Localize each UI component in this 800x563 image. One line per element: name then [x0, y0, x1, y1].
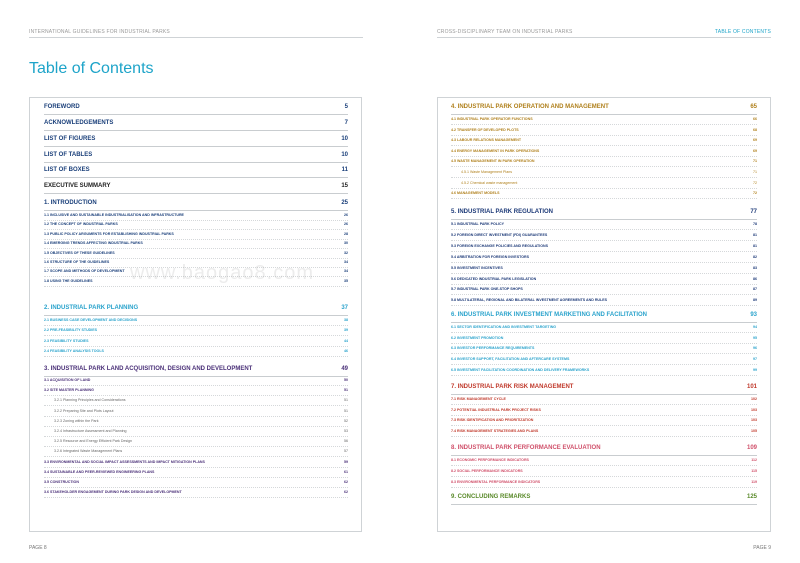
toc-entry[interactable] [44, 328, 348, 332]
toc-entry-label: 2.3 FEASIBILITY STUDIES [44, 338, 89, 343]
toc-entry-label: LIST OF TABLES [44, 152, 93, 158]
toc-section-3[interactable] [44, 366, 348, 372]
toc-entry[interactable] [44, 429, 348, 433]
toc-entry-page: 28 [344, 231, 348, 236]
toc-entry-page: 11 [341, 167, 348, 173]
toc-divider [451, 353, 757, 354]
toc-entry[interactable] [451, 287, 757, 291]
toc-entry-page: 82 [753, 254, 757, 259]
toc-divider [451, 504, 757, 505]
toc-entry-label: FOREWORD [44, 104, 80, 110]
toc-entry-label: 3.2.1 Planning Principles and Considerations [54, 398, 126, 403]
toc-entry[interactable] [451, 336, 757, 340]
toc-entry-label: 3.2.4 Infrastructure Assessment and Planning [54, 429, 127, 433]
toc-divider [44, 477, 348, 478]
toc-entry-label: 6.5 INVESTMENT FACILITATION COORDINATION AND DELIVERY FRAMEWORKS [451, 367, 590, 372]
toc-entry-page: 119 [751, 479, 757, 484]
toc-entry[interactable] [451, 244, 757, 248]
toc-divider [44, 248, 348, 249]
toc-entry-page: 59 [344, 459, 348, 464]
toc-entry-label: 3.2.2 Preparing Site and Plots Layout [54, 408, 114, 413]
toc-entry[interactable] [44, 449, 348, 453]
toc-entry[interactable] [44, 409, 348, 413]
toc-entry[interactable] [44, 378, 348, 382]
toc-entry-page: 56 [344, 439, 348, 444]
toc-entry-label: 2.1 BUSINESS CASE DEVELOPMENT AND DECISIONS [44, 318, 138, 322]
toc-entry-label: 3.1 ACQUISITION OF LAND [44, 378, 91, 382]
toc-entry-page: 46 [344, 349, 348, 354]
toc-entry-front[interactable] [44, 136, 348, 142]
toc-divider [44, 446, 348, 447]
toc-entry[interactable] [451, 397, 757, 401]
toc-entry-page: 69 [753, 138, 757, 143]
toc-divider [451, 465, 757, 466]
toc-entry-label: 7.2 POTENTIAL INDUSTRIAL PARK PROJECT RISKS [451, 407, 541, 412]
toc-divider [451, 124, 757, 125]
toc-entry-page: 69 [753, 148, 757, 153]
toc-entry-page: 71 [753, 170, 757, 174]
toc-entry[interactable] [451, 266, 757, 270]
toc-entry[interactable] [44, 480, 348, 484]
toc-entry[interactable] [44, 232, 348, 236]
toc-divider [451, 156, 757, 157]
toc-entry-label: 5. INDUSTRIAL PARK REGULATION [451, 209, 554, 215]
toc-entry-page: 39 [344, 328, 348, 333]
toc-entry[interactable] [451, 255, 757, 259]
page-number-left: PAGE 8 [29, 545, 47, 551]
toc-entry[interactable] [451, 138, 757, 142]
toc-divider [451, 229, 757, 230]
toc-entry[interactable] [44, 388, 348, 392]
toc-divider [451, 198, 757, 199]
page-title: Table of Contents [29, 60, 154, 77]
toc-section-9[interactable] [451, 494, 757, 500]
toc-entry-label: 6.3 INVESTOR PERFORMANCE REQUIREMENTS [451, 346, 535, 351]
toc-divider [451, 375, 757, 376]
toc-entry-label: 2.2 PRE-FEASIBILITY STUDIES [44, 328, 98, 333]
page-number-right: PAGE 9 [753, 545, 771, 551]
toc-divider [44, 416, 348, 417]
right-toc [451, 100, 757, 520]
toc-entry[interactable] [44, 470, 348, 474]
toc-entry-label: 5.8 MULTILATERAL, REGIONAL AND BILATERAL INVESTMENT AGREEMENTS AND RULES [451, 298, 607, 303]
toc-divider [451, 394, 757, 395]
toc-entry[interactable] [451, 408, 757, 412]
toc-entry-label: 3.3 ENVIRONMENTAL AND SOCIAL IMPACT ASSESSMENTS AND IMPACT MITIGATION PLANS [44, 459, 205, 464]
toc-divider [44, 220, 348, 221]
toc-entry[interactable] [451, 159, 757, 163]
toc-entry-label: 8. INDUSTRIAL PARK PERFORMANCE EVALUATION [451, 445, 601, 451]
toc-entry-label: 5.4 ARBITRATION FOR FOREIGN INVESTORS [451, 254, 530, 259]
toc-entry-label: 5.6 DEDICATED INDUSTRIAL PARK LEGISLATION [451, 276, 537, 281]
toc-entry-label: 4.3 LABOUR RELATIONS MANAGEMENT [451, 138, 522, 143]
toc-entry-label: LIST OF FIGURES [44, 136, 96, 142]
toc-entry-label: 1.7 SCOPE AND METHODS OF DEVELOPMENT [44, 269, 125, 274]
toc-entry-label: 3.6 STAKEHOLDER ENGAGEMENT DURING PARK DESIGN AND DEVELOPMENT [44, 490, 182, 495]
toc-entry-label: 3.2 SITE MASTER PLANNING [44, 388, 94, 393]
toc-divider [451, 436, 757, 437]
toc-entry[interactable] [44, 222, 348, 226]
toc-entry-label: 1.1 INCLUSIVE AND SUSTAINABLE INDUSTRIALISATION AND INFRASTRUCTURE [44, 213, 184, 217]
toc-divider [451, 177, 757, 178]
toc-entry-label: 6.4 INVESTOR SUPPORT, FACILITATION AND AFTERCARE SYSTEMS [451, 357, 570, 362]
toc-divider [451, 425, 757, 426]
toc-entry-page: 115 [751, 468, 757, 473]
toc-entry-page: 112 [751, 458, 757, 462]
toc-entry-page: 61 [344, 469, 348, 474]
toc-divider [44, 395, 348, 396]
toc-entry-page: 83 [753, 265, 757, 270]
toc-entry[interactable] [451, 469, 757, 473]
toc-entry-page: 7 [344, 120, 348, 126]
toc-section-2[interactable] [44, 305, 348, 311]
toc-entry-page: 15 [341, 183, 348, 189]
toc-entry[interactable] [451, 170, 757, 174]
header-rule-right [437, 37, 771, 38]
toc-entry-label: 4. INDUSTRIAL PARK OPERATION AND MANAGEMENT [451, 104, 609, 110]
left-toc [44, 100, 348, 520]
toc-entry-page: 5 [344, 104, 348, 110]
toc-entry[interactable] [44, 439, 348, 443]
header-center: CROSS-DISCIPLINARY TEAM ON INDUSTRIAL PARKS [437, 29, 573, 35]
toc-divider [451, 135, 757, 136]
toc-entry-page: 26 [344, 213, 348, 217]
toc-entry-page: 71 [753, 159, 757, 164]
toc-entry[interactable] [451, 368, 757, 372]
toc-divider [451, 343, 757, 344]
toc-divider [44, 239, 348, 240]
toc-divider [451, 273, 757, 274]
toc-entry-page: 81 [753, 243, 757, 248]
toc-entry-page: 62 [344, 490, 348, 495]
toc-entry-front[interactable] [44, 104, 348, 110]
toc-entry-label: 7.4 RISK MANAGEMENT STRATEGIES AND PLANS [451, 428, 539, 433]
toc-entry[interactable] [451, 418, 757, 422]
toc-entry[interactable] [44, 251, 348, 255]
toc-divider [451, 332, 757, 333]
toc-divider [44, 497, 348, 498]
toc-entry-front[interactable] [44, 152, 348, 158]
toc-entry[interactable] [451, 346, 757, 350]
toc-entry-label: 4.2 TRANSFER OF DEVELOPED PLOTS [451, 127, 519, 132]
toc-divider [451, 322, 757, 323]
toc-section-8[interactable] [451, 445, 757, 451]
toc-entry-page: 96 [753, 346, 757, 351]
toc-section-4[interactable] [451, 104, 757, 110]
toc-entry-page: 53 [344, 429, 348, 433]
toc-entry-page: 66 [753, 117, 757, 121]
toc-entry-page: 72 [753, 180, 757, 185]
toc-entry[interactable] [451, 458, 757, 462]
toc-entry-page: 32 [344, 250, 348, 255]
header-right: TABLE OF CONTENTS [714, 29, 771, 35]
toc-entry-page: 34 [344, 269, 348, 274]
toc-entry-page: 62 [344, 480, 348, 484]
toc-divider [44, 130, 348, 131]
toc-entry-label: 6. INDUSTRIAL PARK INVESTMENT MARKETING AND FACILITATION [451, 312, 647, 318]
toc-entry[interactable] [451, 233, 757, 237]
toc-entry-label: 4.5.1 Waste Management Plans [461, 170, 513, 174]
toc-entry-label: 4.6 MANAGEMENT MODELS [451, 191, 500, 196]
toc-entry[interactable] [44, 419, 348, 423]
toc-entry[interactable] [451, 277, 757, 281]
toc-entry-label: 2. INDUSTRIAL PARK PLANNING [44, 305, 139, 311]
toc-entry-page: 103 [751, 418, 757, 422]
toc-divider [451, 240, 757, 241]
toc-divider [44, 258, 348, 259]
toc-divider [451, 262, 757, 263]
toc-entry-page: 44 [344, 338, 348, 343]
toc-entry-page: 78 [753, 222, 757, 226]
toc-entry-label: 3.2.3 Zoning within the Park [54, 418, 99, 423]
toc-divider [451, 284, 757, 285]
toc-entry[interactable] [451, 149, 757, 153]
toc-entry[interactable] [451, 222, 757, 226]
toc-entry-label: 4.5 WASTE MANAGEMENT IN PARK OPERATION [451, 159, 535, 164]
toc-entry-label: 7. INDUSTRIAL PARK RISK MANAGEMENT [451, 384, 574, 390]
toc-entry-page: 125 [746, 494, 757, 500]
toc-divider [451, 455, 757, 456]
toc-entry-label: 5.2 FOREIGN DIRECT INVESTMENT (FDI) GUARANTEES [451, 232, 548, 237]
toc-entry-label: 6.1 SECTOR IDENTIFICATION AND INVESTMENT TARGETING [451, 325, 557, 329]
toc-entry-page: 35 [344, 278, 348, 283]
toc-entry-page: 105 [751, 428, 757, 433]
toc-divider [44, 210, 348, 211]
toc-entry-label: 3.4 SUSTAINABLE AND PEER-REVIEWED ENGINEERING PLANS [44, 469, 155, 474]
toc-divider [451, 487, 757, 488]
toc-entry[interactable] [451, 357, 757, 361]
toc-entry-label: 1.5 OBJECTIVES OF THESE GUIDELINES [44, 250, 115, 255]
toc-entry[interactable] [44, 241, 348, 245]
toc-entry-label: 4.1 INDUSTRIAL PARK OPERATOR FUNCTIONS [451, 117, 533, 121]
toc-entry-page: 81 [753, 232, 757, 237]
toc-entry-page: 10 [341, 152, 348, 158]
toc-entry-page: 99 [753, 367, 757, 372]
toc-entry-page: 51 [344, 408, 348, 413]
toc-entry-page: 57 [344, 449, 348, 454]
toc-entry[interactable] [44, 213, 348, 217]
toc-divider [44, 346, 348, 347]
toc-divider [451, 415, 757, 416]
toc-entry-page: 77 [750, 209, 757, 215]
toc-divider [44, 436, 348, 437]
toc-entry-label: 1. INTRODUCTION [44, 200, 97, 206]
toc-entry-label: 1.3 PUBLIC POLICY ARGUMENTS FOR ESTABLISHING INDUSTRIAL PARKS [44, 231, 174, 236]
toc-entry[interactable] [44, 339, 348, 343]
toc-section-5[interactable] [451, 209, 757, 215]
toc-divider [44, 114, 348, 115]
toc-section-1[interactable] [44, 200, 348, 206]
toc-divider [44, 426, 348, 427]
toc-entry-page: 51 [344, 388, 348, 393]
toc-entry[interactable] [44, 398, 348, 402]
toc-divider [451, 364, 757, 365]
toc-entry-label: 9. CONCLUDING REMARKS [451, 494, 531, 500]
toc-entry-label: 1.6 STRUCTURE OF THE GUIDELINES [44, 260, 110, 264]
toc-section-7[interactable] [451, 384, 757, 390]
toc-divider [451, 188, 757, 189]
toc-entry-page: 38 [344, 318, 348, 322]
toc-divider [44, 286, 348, 287]
toc-divider [44, 405, 348, 406]
toc-entry-page: 89 [753, 298, 757, 303]
toc-divider [44, 456, 348, 457]
toc-entry-page: 72 [753, 191, 757, 196]
toc-entry-page: 103 [751, 407, 757, 412]
toc-entry-front[interactable] [44, 183, 348, 189]
toc-entry-label: 1.8 USING THE GUIDELINES [44, 278, 93, 283]
toc-divider [44, 385, 348, 386]
toc-entry[interactable] [451, 128, 757, 132]
toc-entry[interactable] [451, 298, 757, 302]
toc-entry[interactable] [44, 318, 348, 322]
toc-entry-page: 51 [344, 398, 348, 403]
toc-entry-label: 3.2.6 Integrated Waste Management Plans [54, 449, 123, 454]
toc-divider [44, 315, 348, 316]
toc-entry-page: 102 [751, 397, 757, 401]
toc-entry-label: 7.3 RISK IDENTIFICATION AND PRIORITIZATION [451, 418, 534, 422]
toc-entry-page: 49 [341, 366, 348, 372]
toc-entry-page: 65 [750, 104, 757, 110]
toc-entry[interactable] [44, 349, 348, 353]
toc-entry-page: 30 [344, 241, 348, 246]
toc-divider [451, 114, 757, 115]
toc-entry-label: 3.5 CONSTRUCTION [44, 480, 79, 484]
toc-divider [451, 166, 757, 167]
toc-divider [451, 294, 757, 295]
toc-entry[interactable] [451, 429, 757, 433]
toc-entry-page: 97 [753, 357, 757, 362]
toc-entry[interactable] [451, 181, 757, 185]
toc-entry-page: 95 [753, 335, 757, 340]
toc-entry-label: 6.2 INVESTMENT PROMOTION [451, 335, 504, 340]
toc-entry-page: 68 [753, 127, 757, 132]
toc-entry-page: 52 [344, 418, 348, 423]
toc-entry-page: 37 [341, 305, 348, 311]
toc-entry-page: 94 [753, 325, 757, 329]
toc-entry-page: 50 [344, 378, 348, 382]
toc-entry-label: 8.2 SOCIAL PERFORMANCE INDICATORS [451, 468, 523, 473]
toc-divider [451, 145, 757, 146]
toc-divider [44, 335, 348, 336]
toc-divider [451, 476, 757, 477]
toc-entry-label: 4.5.2 Chemical waste management [461, 180, 518, 185]
toc-entry-label: 8.1 ECONOMIC PERFORMANCE INDICATORS [451, 458, 529, 462]
toc-entry-label: 8.3 ENVIRONMENTAL PERFORMANCE INDICATORS [451, 479, 541, 484]
toc-entry[interactable] [451, 480, 757, 484]
toc-entry-page: 26 [344, 222, 348, 227]
toc-entry-label: 1.4 EMERGING TRENDS AFFECTING INDUSTRIAL PARKS [44, 241, 143, 246]
toc-entry-page: 10 [341, 136, 348, 142]
toc-entry-label: 1.2 THE CONCEPT OF INDUSTRIAL PARKS [44, 222, 118, 227]
toc-section-6[interactable] [451, 312, 757, 318]
toc-entry-label: 5.3 FOREIGN EXCHANGE POLICIES AND REGULATIONS [451, 243, 549, 248]
toc-entry-label: LIST OF BOXES [44, 167, 90, 173]
toc-entry-page: 34 [344, 260, 348, 264]
toc-entry-page: 93 [750, 312, 757, 318]
toc-entry[interactable] [451, 117, 757, 121]
header-left: INTERNATIONAL GUIDELINES FOR INDUSTRIAL PARKS [29, 29, 170, 35]
header-rule-left [29, 37, 363, 38]
toc-divider [44, 193, 348, 194]
toc-entry-front[interactable] [44, 120, 348, 126]
toc-entry[interactable] [451, 325, 757, 329]
toc-entry-page: 86 [753, 276, 757, 281]
toc-entry[interactable] [44, 490, 348, 494]
toc-entry-label: EXECUTIVE SUMMARY [44, 183, 111, 189]
toc-divider [44, 146, 348, 147]
toc-entry-page: 101 [746, 384, 757, 390]
toc-entry-label: 5.5 INVESTMENT INCENTIVES [451, 265, 503, 270]
toc-entry-label: 7.1 RISK MANAGEMENT CYCLE [451, 397, 506, 401]
toc-entry-label: 4.4 ENERGY MANAGEMENT IN PARK OPERATIONS [451, 148, 540, 153]
toc-entry-label: 5.7 INDUSTRIAL PARK ONE-STOP SHOPS [451, 287, 523, 292]
toc-divider [44, 325, 348, 326]
toc-divider [451, 219, 757, 220]
toc-divider [451, 404, 757, 405]
toc-divider [451, 305, 757, 306]
watermark: www.baogao8.com [130, 262, 314, 284]
toc-entry[interactable] [451, 191, 757, 195]
toc-divider [44, 376, 348, 377]
toc-entry-page: 109 [746, 445, 757, 451]
toc-entry-page: 25 [341, 200, 348, 206]
toc-divider [44, 229, 348, 230]
toc-entry-label: 2.4 FEASIBILITY ANALYSIS TOOLS [44, 349, 104, 354]
toc-entry[interactable] [44, 460, 348, 464]
toc-entry-label: 5.1 INDUSTRIAL PARK POLICY [451, 222, 504, 226]
toc-entry-label: 3. INDUSTRIAL PARK LAND ACQUISITION, DESIGN AND DEVELOPMENT [44, 366, 253, 372]
toc-divider [44, 162, 348, 163]
toc-divider [44, 467, 348, 468]
toc-divider [451, 251, 757, 252]
toc-divider [44, 487, 348, 488]
toc-divider [44, 356, 348, 357]
toc-entry-page: 87 [753, 287, 757, 292]
toc-divider [44, 177, 348, 178]
toc-entry-label: 3.2.5 Resource and Energy Efficient Park Design [54, 439, 133, 444]
toc-entry-label: ACKNOWLEDGEMENTS [44, 120, 114, 126]
toc-entry-front[interactable] [44, 167, 348, 173]
